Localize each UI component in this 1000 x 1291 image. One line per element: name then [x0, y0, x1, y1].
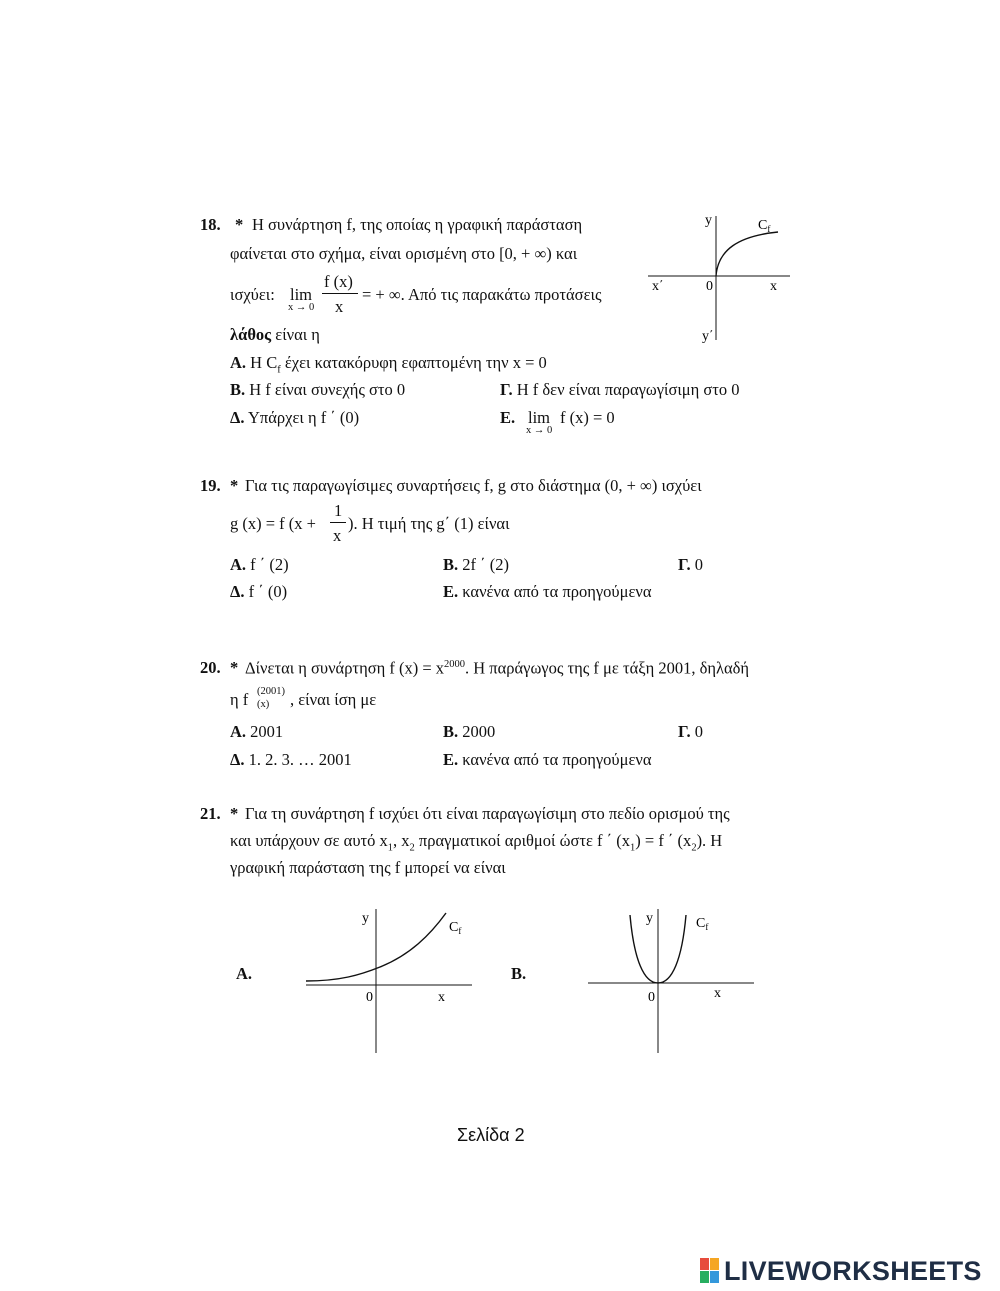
q21-line1: Για τη συνάρτηση f ισχύει ότι είναι παραγωγίσιμη στο πεδίο ορισμού της	[245, 804, 730, 823]
q21a-label-curve-sub: f	[458, 926, 462, 936]
q19-star: *	[230, 476, 239, 495]
brand-logo-tile-4	[710, 1271, 719, 1283]
q19-line1: Για τις παραγωγίσιμες συναρτήσεις f, g στο διάστημα (0, + ∞) ισχύει	[245, 476, 702, 495]
brand-logo-tile-2	[710, 1258, 719, 1270]
q19-option-g-label: Γ.	[678, 555, 691, 574]
q18-line2: φαίνεται στο σχήμα, είναι ορισμένη στο [0, + ∞) και	[230, 244, 578, 263]
q21-number: 21.	[200, 804, 221, 823]
q18-option-e-lim: lim	[528, 408, 551, 427]
q20-option-g-text: 0	[690, 722, 703, 741]
q18-option-d-text: Υπάρχει η f ΄ (0)	[244, 408, 360, 427]
q20-option-d-label: Δ.	[230, 750, 245, 769]
q19-option-e-label: Ε.	[443, 582, 459, 601]
q18-line1: Η συνάρτηση f, της οποίας η γραφική παράσταση	[252, 215, 583, 234]
q21-graph-b-label: Β.	[511, 964, 527, 983]
q18-frac-num: f (x)	[324, 272, 353, 291]
q18-option-g-text: Η f δεν είναι παραγωγίσιμη στο 0	[512, 380, 740, 399]
q18-option-e-label: Ε.	[500, 408, 516, 427]
q18-number: 18.	[200, 215, 221, 234]
q21-line3: γραφική παράσταση της f μπορεί να είναι	[230, 858, 506, 877]
page-number: Σελίδα 2	[457, 1125, 525, 1145]
q21-line2-pre: και υπάρχουν σε αυτό x	[230, 831, 388, 850]
q18-option-e-sub: x → 0	[526, 425, 553, 436]
q19-line2-post: ). Η τιμή της g΄ (1) είναι	[348, 514, 510, 533]
q18-option-b	[230, 382, 405, 399]
q18-label-y-neg: y΄	[702, 329, 714, 344]
q21b-label-x: x	[714, 986, 721, 1001]
q19-frac-num: 1	[334, 501, 343, 520]
q21-line2-post: ). Η	[696, 831, 723, 850]
q21-graph-a	[300, 905, 480, 1055]
q18-option-a	[230, 355, 547, 376]
q21b-label-curve-sub: f	[705, 922, 709, 932]
q20-option-d-text: 1. 2. 3. … 2001	[244, 750, 352, 769]
q19-option-b-label: Β.	[443, 555, 459, 574]
q18-lim: lim	[290, 285, 313, 304]
q20-line2-post: , είναι ίση με	[290, 690, 377, 709]
q18-label-x: x	[770, 279, 777, 294]
q18-option-g-label: Γ.	[500, 380, 513, 399]
q18-graph	[648, 208, 798, 348]
q21a-label-curve-c: C	[449, 920, 459, 935]
q21b-label-y: y	[646, 911, 653, 926]
q21b-label-curve-c: C	[696, 916, 706, 931]
q20-line2-sub: (x)	[257, 699, 270, 710]
q20-option-e	[443, 752, 651, 769]
q21a-label-x: x	[438, 990, 445, 1005]
q20-option-b-label: Β.	[443, 722, 459, 741]
q18-wrong-word: λάθος	[230, 325, 272, 344]
q21-graph-a-label: Α.	[236, 964, 253, 983]
q20-option-g	[678, 724, 703, 741]
q18-fraction	[322, 272, 358, 316]
q21-sub-3: 1	[630, 842, 636, 854]
q18-label-x-neg: x΄	[652, 279, 664, 294]
q18-label-curve	[758, 218, 770, 234]
brand-name: LIVEWORKSHEETS	[724, 1256, 982, 1286]
q20-option-b-text: 2000	[458, 722, 496, 741]
q19-option-d-label: Δ.	[230, 582, 245, 601]
q18-option-a-label: Α.	[230, 353, 247, 372]
q19-frac-den: x	[333, 526, 342, 545]
q20-number: 20.	[200, 658, 221, 677]
brand-logo-icon	[700, 1258, 720, 1284]
q18-line3-post: = + ∞. Από τις παρακάτω προτάσεις	[362, 285, 602, 304]
q21-star: *	[230, 804, 239, 823]
q18-option-d-label: Δ.	[230, 408, 245, 427]
q20-option-a-label: Α.	[230, 722, 247, 741]
q20-option-e-label: Ε.	[443, 750, 459, 769]
q21b-label-origin: 0	[648, 990, 655, 1005]
q18-curve	[716, 232, 778, 276]
q18-label-curve-sub: f	[767, 224, 771, 234]
q21-sub-1: 1	[387, 842, 393, 854]
q18-option-g	[500, 382, 740, 399]
q19-option-e	[443, 584, 651, 601]
q19-frac-bar	[330, 522, 346, 523]
q18-label-curve-c: C	[758, 218, 768, 233]
q18-option-a-pre: Η C	[246, 353, 278, 372]
q20-star: *	[230, 658, 239, 677]
q19-option-a-text: f ΄ (2)	[246, 555, 289, 574]
q20-option-a	[230, 724, 283, 741]
q19-option-g-text: 0	[690, 555, 703, 574]
q18-label-y: y	[705, 213, 712, 228]
q21-sub-4: 2	[691, 842, 697, 854]
q19-option-g	[678, 557, 703, 574]
q21a-label-origin: 0	[366, 990, 373, 1005]
q21-sub-2: 2	[409, 842, 415, 854]
q18-option-d	[230, 410, 359, 427]
brand-logo-tile-3	[700, 1271, 709, 1283]
q18-line4	[230, 327, 320, 344]
q21-line2	[230, 833, 722, 854]
q18-line4-rest: είναι η	[271, 325, 320, 344]
q19-option-d-text: f ΄ (0)	[244, 582, 288, 601]
q21-graph-b	[582, 905, 762, 1055]
q18-option-a-sub: f	[277, 364, 281, 376]
q18-label-origin: 0	[706, 279, 713, 294]
q18-line3-pre: ισχύει:	[230, 285, 275, 304]
q18-option-a-post: έχει κατακόρυφη εφαπτομένη την x = 0	[280, 353, 547, 372]
q18-option-e-text: f (x) = 0	[560, 408, 615, 427]
q20-line1-sup: 2000	[444, 659, 466, 670]
q19-option-b-text: 2f ΄ (2)	[458, 555, 509, 574]
q20-line1-pre: Δίνεται η συνάρτηση f (x) = x	[245, 658, 445, 678]
q21-line2-mid: , x	[393, 831, 410, 850]
q20-option-g-label: Γ.	[678, 722, 691, 741]
q18-frac-bar	[322, 293, 358, 294]
q18-option-b-text: Η f είναι συνεχής στο 0	[245, 380, 406, 399]
q20-line2-pre: η f	[230, 690, 249, 709]
q20-option-b	[443, 724, 495, 741]
q19-option-d	[230, 584, 287, 601]
q19-number: 19.	[200, 476, 221, 495]
q21-line2-mid2: πραγματικοί αριθμοί ώστε f ΄ (x	[414, 831, 631, 850]
q20-line1	[245, 660, 749, 677]
q19-option-b	[443, 557, 509, 574]
q18-frac-den: x	[335, 297, 344, 316]
q19-option-a-label: Α.	[230, 555, 247, 574]
q20-line2-sup: (2001)	[257, 686, 285, 697]
q21a-label-curve	[449, 920, 461, 936]
q19-option-a	[230, 557, 289, 574]
q19-fraction	[330, 501, 346, 545]
q21-line2-mid3: ) = f ΄ (x	[635, 831, 692, 850]
brand-logo-tile-1	[700, 1258, 709, 1270]
q20-line1-post: . Η παράγωγος της f με τάξη 2001, δηλαδή	[465, 658, 750, 678]
q19-line2-pre: g (x) = f (x +	[230, 514, 316, 533]
q21a-label-y: y	[362, 911, 369, 926]
q19-option-e-text: κανένα από τα προηγούμενα	[458, 582, 652, 601]
q18-lim-sub: x → 0	[288, 302, 315, 313]
q20-option-e-text: κανένα από τα προηγούμενα	[458, 750, 652, 769]
q20-option-d	[230, 752, 352, 769]
q21b-label-curve	[696, 916, 708, 932]
q20-option-a-text: 2001	[246, 722, 284, 741]
q18-option-b-label: Β.	[230, 380, 246, 399]
q18-star: *	[235, 215, 244, 234]
